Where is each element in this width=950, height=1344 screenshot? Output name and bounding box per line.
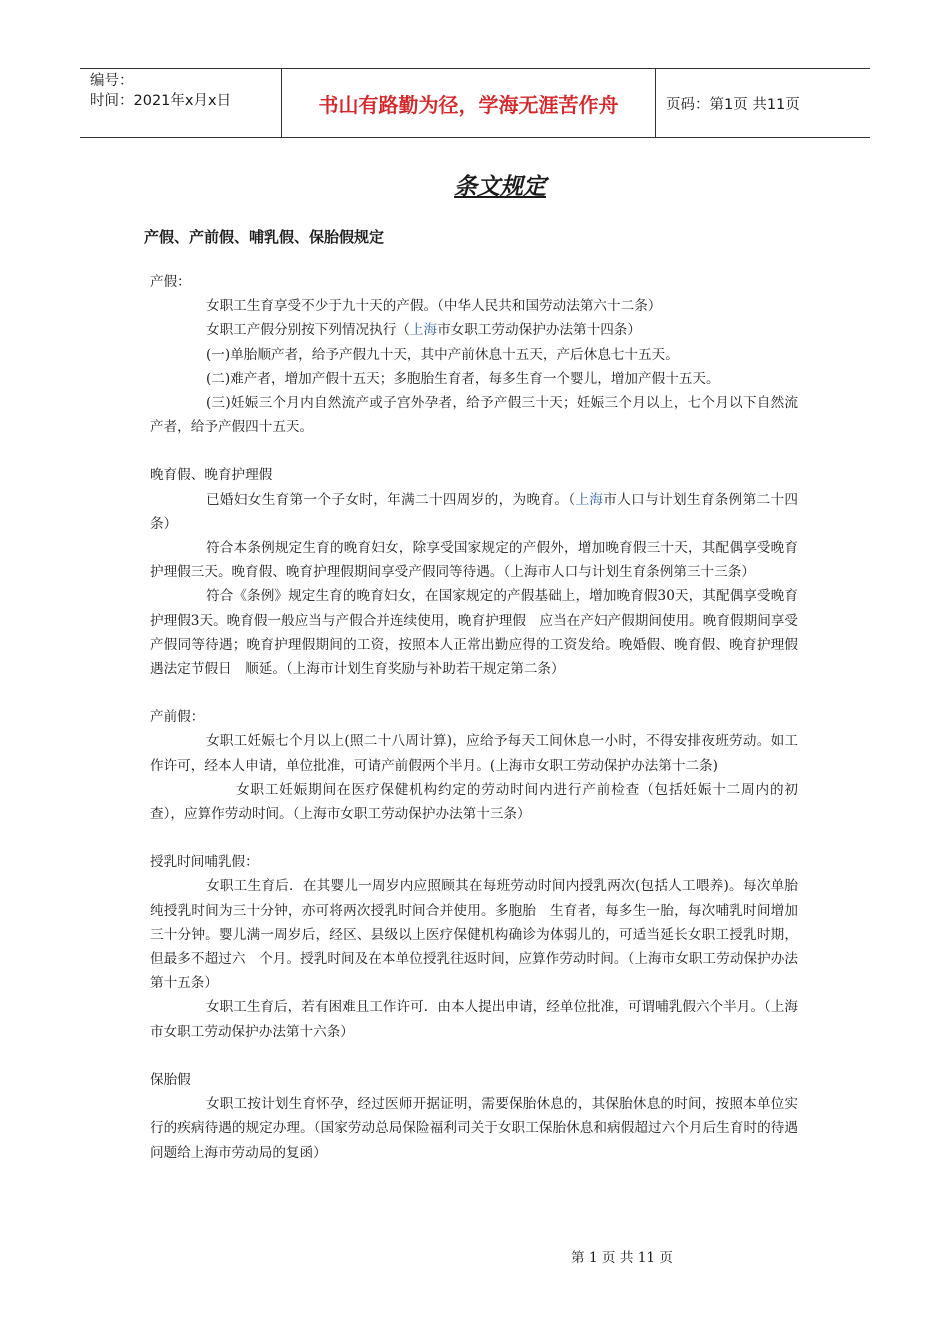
- paragraph: 女职工产假分别按下列情况执行（上海市女职工劳动保护办法第十四条）: [206, 322, 641, 339]
- document-body: [150, 270, 798, 1189]
- paragraph: (二)难产者，增加产假十五天；多胞胎生育者，每多生育一个婴儿，增加产假十五天。: [206, 370, 720, 387]
- paragraph: 女职工按计划生育怀孕，经过医师开据证明，需要保胎休息的，其保胎休息的时间，按照本单位实行的疾病待遇的规定办理。（国家劳动总局保险福利司关于女职工保胎休息和病假超过六个月后生育时的待遇问题给上海市劳动局的复函）: [150, 1096, 798, 1161]
- section-title: 授乳时间哺乳假：: [150, 854, 259, 871]
- paragraph: 符合本条例规定生育的晚育妇女，除享受国家规定的产假外，增加晚育假三十天，其配偶享受晚育护理假三天。晚育假、晚育护理假期间享受产假同等待遇。（上海市人口与计划生育条例第三十三条）: [150, 540, 798, 581]
- section-prenatal-leave: [150, 705, 798, 826]
- paragraph: 女职工生育后，若有困难且工作许可．由本人提出申请，经单位批准，可谓哺乳假六个半月。（上海市女职工劳动保护办法第十六条）: [150, 999, 798, 1040]
- header-meta-cell: [80, 69, 282, 137]
- shanghai-link[interactable]: 上海: [575, 491, 604, 508]
- page-footer: 第 1 页 共 11 页: [571, 1250, 673, 1266]
- paragraph: 女职工妊娠期间在医疗保健机构约定的劳动时间内进行产前检查（包括妊娠十二周内的初查），应算作劳动时间。（上海市女职工劳动保护办法第十三条）: [150, 781, 798, 823]
- section-title: 晚育假、晚育护理假: [150, 467, 273, 484]
- paragraph: 已婚妇女生育第一个子女时，年满二十四周岁的，为晚育。（上海市人口与计划生育条例第二十四条）: [150, 491, 799, 532]
- header-motto-cell: [282, 69, 656, 137]
- section-pregnancy-protection-leave: [150, 1068, 798, 1165]
- document-title: 条文规定: [454, 174, 546, 200]
- header-page-cell: [656, 69, 870, 137]
- paragraph: 符合《条例》规定生育的晚育妇女，在国家规定的产假基础上，增加晚育假30天，其配偶享受晚育护理假3天。晚育假一般应当与产假合并连续使用，晚育护理假 应当在产妇产假期间使用。晚育假期间享受产假同等待遇；晚育护理假期间的工资，按照本人正常出勤应得的工资发给。晚婚假、晚育假、晚育护理假遇法定节假日 顺延。（上海市计划生育奖励与补助若干规定第二条）: [150, 588, 798, 678]
- document-header: [80, 68, 870, 138]
- paragraph: 女职工生育享受不少于九十天的产假。（中华人民共和国劳动法第六十二条）: [206, 298, 662, 315]
- paragraph: (三)妊娠三个月内自然流产或子宫外孕者，给予产假三十天；妊娠三个月以上，七个月以下自然流产者，给予产假四十五天。: [150, 395, 798, 436]
- section-late-childbirth-leave: [150, 463, 798, 681]
- section-title: 产假：: [150, 274, 191, 290]
- document-subtitle: 产假、产前假、哺乳假、保胎假规定: [144, 228, 385, 246]
- paragraph: 女职工妊娠七个月以上(照二十八周计算)，应给予每天工间休息一小时，不得安排夜班劳动。如工作许可，经本人申请，单位批准，可请产前假两个半月。(上海市女职工劳动保护办法第十二条): [150, 733, 798, 774]
- number-label: 编号：: [90, 73, 134, 89]
- section-nursing-leave: [150, 850, 798, 1044]
- time-label: 时间：2021年x月x日: [90, 93, 232, 109]
- shanghai-link[interactable]: 上海: [409, 322, 438, 339]
- section-maternity-leave: [150, 270, 798, 439]
- section-title: 保胎假: [150, 1071, 191, 1088]
- paragraph: (一)单胎顺产者，给予产假九十天，其中产前休息十五天，产后休息七十五天。: [206, 346, 679, 363]
- page-info: 页码：第1页 共11页: [666, 96, 800, 113]
- section-title: 产前假：: [150, 709, 205, 726]
- motto-text: 书山有路勤为径，学海无涯苦作舟: [318, 92, 619, 117]
- paragraph: 女职工生育后．在其婴儿一周岁内应照顾其在每班劳动时间内授乳两次(包括人工喂养)。每次单胎纯授乳时间为三十分钟，亦可将两次授乳时间合并使用。多胞胎 生育者，每多生一胎，每次哺乳时间增加三十分钟。婴儿满一周岁后，经区、县级以上医疗保健机构确诊为体弱儿的，可适当延长女职工授乳时期，但最多不超过六 个月。授乳时间及在本单位授乳往返时间，应算作劳动时间。（上海市女职工劳动保护办法第十五条）: [150, 878, 798, 992]
